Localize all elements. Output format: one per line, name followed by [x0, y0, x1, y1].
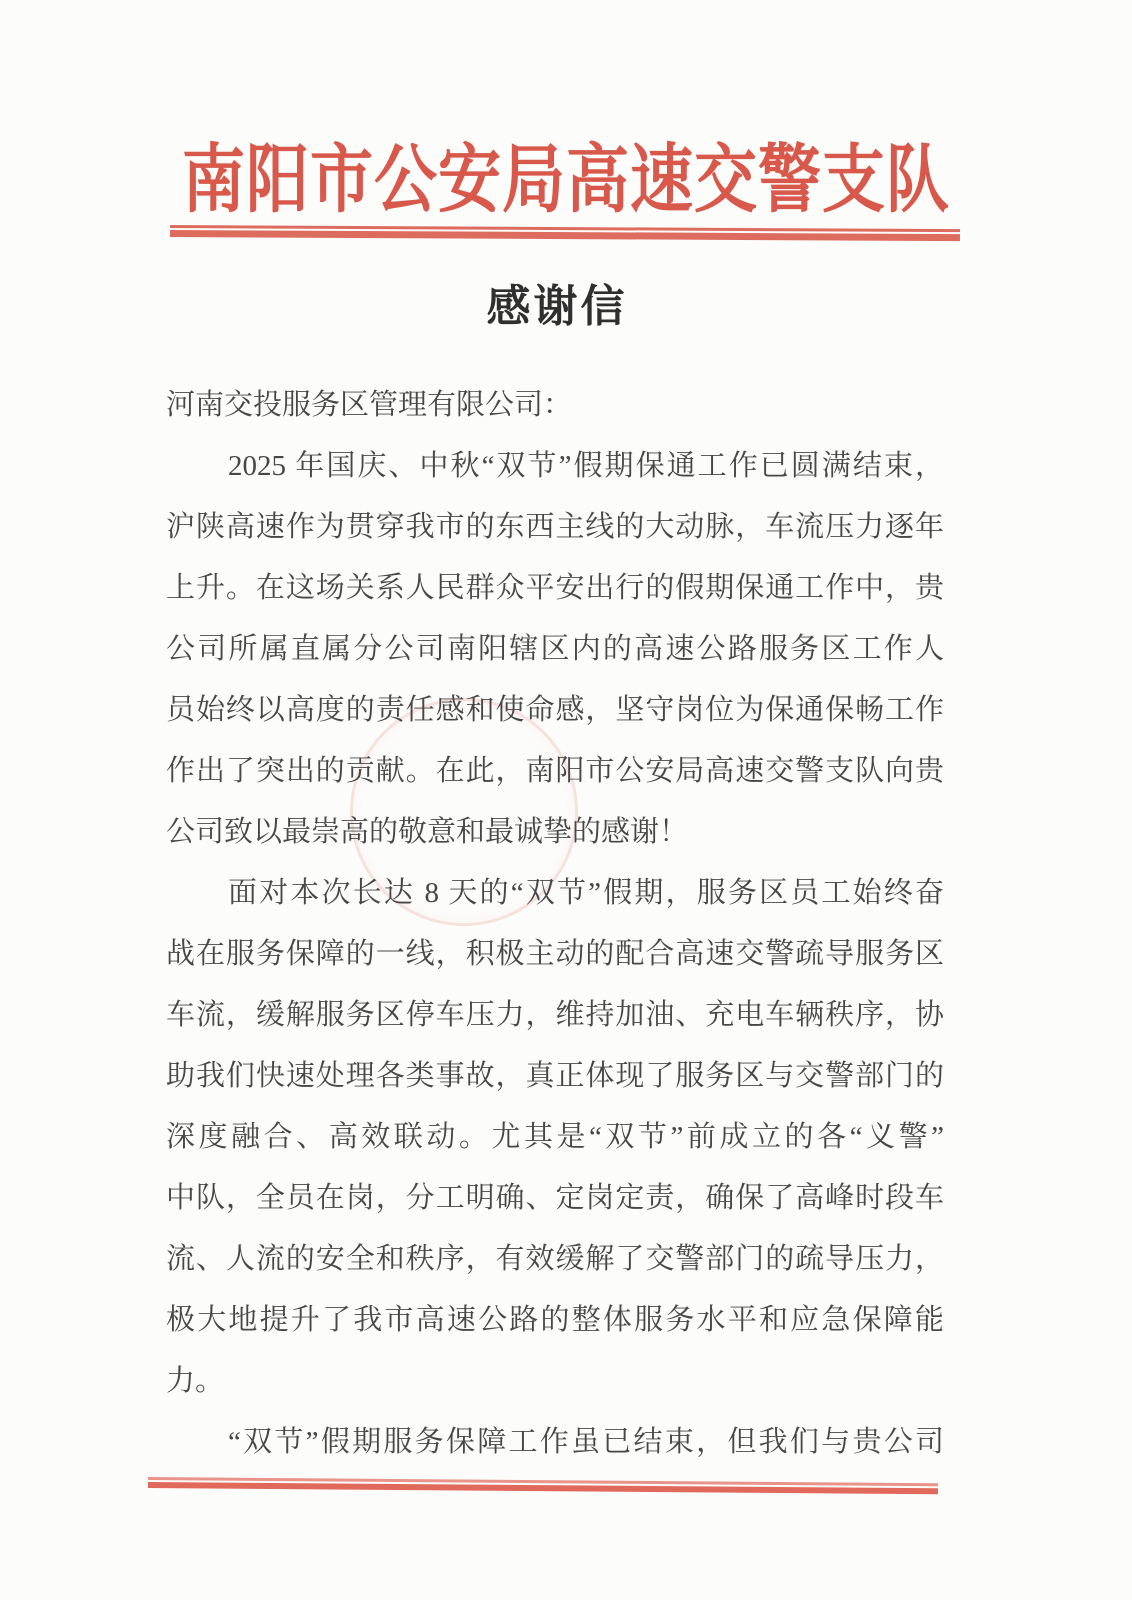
letter-body: [166, 375, 944, 1473]
letter-line: 公司致以最崇高的敬意和最诚挚的感谢！: [166, 816, 689, 848]
letterhead-rule-thick: [170, 230, 960, 241]
letter-line: 河南交投服务区管理有限公司：: [166, 389, 573, 421]
letter-line: 流、人流的安全和秩序，有效缓解了交警部门的疏导压力，: [166, 1243, 944, 1275]
letter-line: 2025 年国庆、中秋“双节”假期保通工作已圆满结束，: [228, 450, 944, 482]
letter-line: 公司所属直属分公司南阳辖区内的高速公路服务区工作人: [166, 633, 944, 665]
letter-line: 员始终以高度的责任感和使命感，坚守岗位为保通保畅工作: [166, 694, 944, 726]
footer-double-rule: [148, 1477, 938, 1494]
letter-line: 深度融合、高效联动。尤其是“双节”前成立的各“义警”: [166, 1121, 944, 1153]
letter-line: 力。: [166, 1365, 225, 1397]
letterhead-org-title: 南阳市公安局高速交警支队: [182, 138, 950, 222]
letter-line: 沪陕高速作为贯穿我市的东西主线的大动脉，车流压力逐年: [166, 511, 944, 543]
letter-line: 作出了突出的贡献。在此，南阳市公安局高速交警支队向贵: [166, 755, 944, 787]
letter-line: 战在服务保障的一线，积极主动的配合高速交警疏导服务区: [166, 938, 944, 970]
letter-line: 面对本次长达 8 天的“双节”假期，服务区员工始终奋: [228, 877, 944, 909]
letter-line: 极大地提升了我市高速公路的整体服务水平和应急保障能: [166, 1304, 944, 1336]
letter-line: “双节”假期服务保障工作虽已结束，但我们与贵公司: [228, 1426, 944, 1458]
letter-line: 助我们快速处理各类事故，真正体现了服务区与交警部门的: [166, 1060, 944, 1092]
letter-line: 上升。在这场关系人民群众平安出行的假期保通工作中，贵: [166, 572, 944, 604]
letter-title: 感谢信: [486, 282, 628, 331]
letter-line: 中队，全员在岗，分工明确、定岗定责，确保了高峰时段车: [166, 1182, 944, 1214]
letter-line: 车流，缓解服务区停车压力，维持加油、充电车辆秩序，协: [166, 999, 944, 1031]
